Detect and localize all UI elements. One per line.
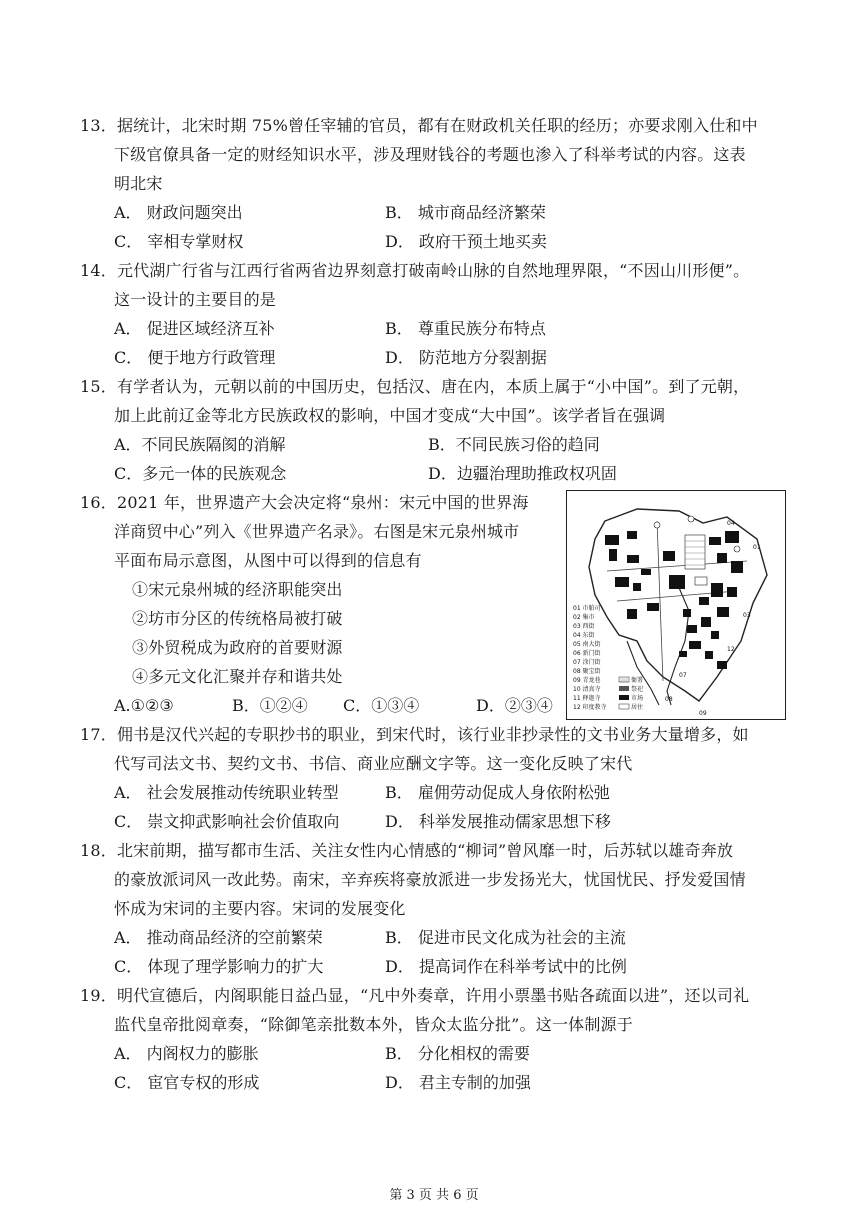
q17-line-1: 17．佣书是汉代兴起的专职抄书的职业，到宋代时，该行业非抄录性的文书业务大量增多，如: [80, 725, 749, 744]
q17-option-c: C． 崇文抑武影响社会价值取向: [114, 812, 340, 831]
legend-item: 08 聚宝街: [573, 668, 601, 675]
q14-option-b: B． 尊重民族分布特点: [385, 319, 546, 338]
q18-option-a: A． 推动商品经济的空前繁荣: [114, 928, 323, 947]
q18-option-c: C． 体现了理学影响力的扩大: [114, 957, 324, 976]
legend-item: 09 青龙巷: [573, 677, 601, 684]
map-legend-right: [619, 676, 643, 711]
legend-item: 11 释迦寺: [573, 695, 601, 702]
q19-option-a: A． 内阁权力的膨胀: [114, 1044, 259, 1063]
q15-option-c: C．多元一体的民族观念: [114, 464, 287, 483]
q13-line-3: 明北宋: [114, 174, 163, 193]
q16-line-2: 洋商贸中心”列入《世界遗产名录》。右图是宋元泉州城市: [114, 522, 520, 541]
legend-item: 07 涂门街: [573, 659, 601, 666]
legend-yamen: 衙署: [631, 677, 644, 684]
q13-option-b: B． 城市商品经济繁荣: [385, 203, 546, 222]
legend-item: 10 清真寺: [573, 686, 601, 693]
q16-item-1: ①宋元泉州城的经济职能突出: [132, 580, 343, 599]
q16-item-2: ②坊市分区的传统格局被打破: [132, 609, 343, 628]
legend-item: 06 新门街: [573, 650, 601, 657]
map-number-12: 12: [727, 646, 735, 653]
q15-line-2: 加上此前辽金等北方民族政权的影响，中国才变成“大中国”。该学者旨在强调: [114, 406, 666, 425]
q16-option-b: B．①②④: [232, 696, 308, 715]
q19-option-d: D． 君主专制的加强: [385, 1073, 531, 1092]
map-number-09: 09: [699, 710, 707, 717]
q13-line-1: 13．据统计，北宋时期 75%曾任宰辅的官员，都有在财政机关任职的经历；亦要求刚入仕和中: [80, 116, 758, 135]
legend-residence: 居住: [631, 704, 644, 711]
page-footer: 第 3 页 共 6 页: [389, 1188, 479, 1203]
q16-option-a: A.①②③: [114, 696, 174, 715]
q18-line-2: 的豪放派词风一改此势。南宋，辛弃疾将豪放派进一步发扬光大，忧国忧民、抒发爱国情: [114, 870, 746, 889]
legend-market: 市场: [631, 695, 644, 702]
q13-option-c: C． 宰相专掌财权: [114, 232, 244, 251]
q14-line-1: 14．元代湖广行省与江西行省两省边界刻意打破南岭山脉的自然地理界限，“不因山川形便”。: [80, 261, 750, 280]
map-number-01: 01: [753, 544, 761, 551]
legend-item: 12 印度教寺: [573, 704, 607, 711]
quanzhou-city-map: [566, 490, 786, 720]
legend-item: 02 集市: [573, 614, 595, 621]
q18-option-b: B． 促进市民文化成为社会的主流: [385, 928, 626, 947]
map-number-08: 08: [665, 696, 673, 703]
q16-option-d: D．②③④: [476, 696, 553, 715]
q16-option-c: C．①③④: [343, 696, 420, 715]
q16-line-3: 平面布局示意图，从图中可以得到的信息有: [114, 551, 422, 570]
q19-line-2: 监代皇帝批阅章奏，“除御笔亲批数本外，皆众太监分批”。这一体制源于: [114, 1015, 633, 1034]
city-layout-diagram: [567, 491, 785, 719]
legend-item: 04 东街: [573, 632, 595, 639]
q16-item-3: ③外贸税成为政府的首要财源: [132, 638, 343, 657]
q18-line-1: 18．北宋前期，描写都市生活、关注女性内心情感的“柳词”曾风靡一时，后苏轼以雄奇奔放: [80, 841, 734, 860]
q19-option-c: C． 宦官专权的形成: [114, 1073, 260, 1092]
q15-line-1: 15．有学者认为，元朝以前的中国历史，包括汉、唐在内，本质上属于“小中国”。到了元朝，: [80, 377, 750, 396]
q13-line-2: 下级官僚具备一定的财经知识水平，涉及理财钱谷的考题也渗入了科举考试的内容。这表: [114, 145, 746, 164]
legend-item: 01 市舶司: [573, 605, 601, 612]
map-number-03: 03: [743, 612, 751, 619]
q18-line-3: 怀成为宋词的主要内容。宋词的发展变化: [114, 899, 406, 918]
q15-option-b: B．不同民族习俗的趋同: [428, 435, 600, 454]
q14-line-2: 这一设计的主要目的是: [114, 290, 277, 309]
legend-item: 05 南大街: [573, 641, 601, 648]
q17-option-a: A． 社会发展推动传统职业转型: [114, 783, 339, 802]
q17-option-d: D． 科举发展推动儒家思想下移: [385, 812, 611, 831]
q17-option-b: B． 雇佣劳动促成人身依附松弛: [385, 783, 610, 802]
q18-option-d: D． 提高词作在科举考试中的比例: [385, 957, 627, 976]
map-legend-left: [573, 604, 607, 711]
legend-item: 03 西街: [573, 623, 595, 630]
map-number-07: 07: [679, 672, 687, 679]
q14-option-a: A． 促进区域经济互补: [114, 319, 275, 338]
q13-option-a: A． 财政问题突出: [114, 203, 243, 222]
q16-line-1: 16．2021 年，世界遗产大会决定将“泉州：宋元中国的世界海: [80, 493, 529, 512]
q17-line-2: 代写司法文书、契约文书、书信、商业应酬文字等。这一变化反映了宋代: [114, 754, 633, 773]
q16-item-4: ④多元文化汇聚并存和谐共处: [132, 667, 343, 686]
q14-option-d: D． 防范地方分裂割据: [385, 348, 547, 367]
q19-option-b: B． 分化相权的需要: [385, 1044, 530, 1063]
map-number-04: 04: [727, 520, 735, 527]
q19-line-1: 19．明代宣德后，内阁职能日益凸显，“凡中外奏章，许用小票墨书贴各疏面以进”，还以司礼: [80, 986, 750, 1005]
q15-option-d: D．边疆治理助推政权巩固: [428, 464, 617, 483]
q14-option-c: C． 便于地方行政管理: [114, 348, 276, 367]
legend-sacrifice: 祭祀: [631, 686, 644, 693]
q15-option-a: A．不同民族隔阂的消解: [114, 435, 286, 454]
q13-option-d: D． 政府干预土地买卖: [385, 232, 547, 251]
